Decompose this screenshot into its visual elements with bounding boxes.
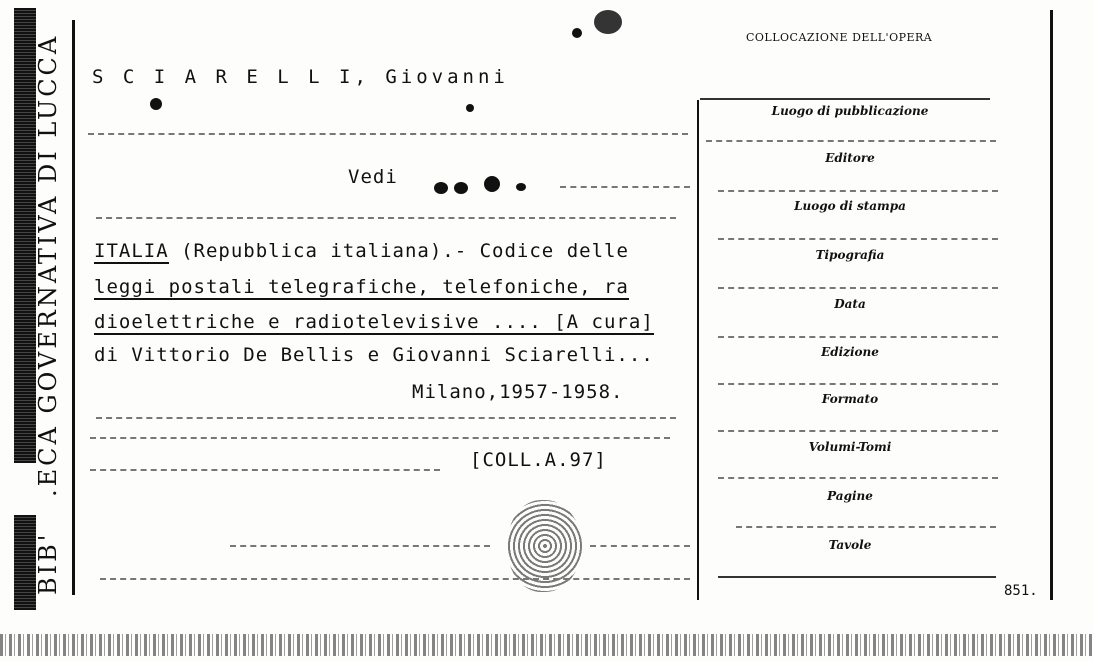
ink-blot [454,182,468,194]
ink-blot [466,104,474,112]
guide-line [560,186,690,188]
panel-rule [706,140,996,142]
panel-rule [718,477,998,479]
entry-imprint: Milano,1957-1958. [412,381,624,403]
ink-blot [572,28,582,38]
field-tipografia: Tipografia [815,248,885,262]
entry-line-1-rest: (Repubblica italiana).- Codice delle [168,240,629,262]
guide-line [230,545,490,547]
panel-rule [736,526,996,528]
library-stamp-text: .ECA GOVERNATIVA DI LUCCA [34,33,62,497]
field-editore: Editore [825,151,875,165]
ink-blot [434,182,448,194]
entry-line-2: leggi postali telegrafiche, telefoniche, ra [94,276,629,298]
panel-rule [718,430,998,432]
guide-line [90,469,440,471]
guide-line [90,437,670,439]
entry-heading-italia: ITALIA [94,240,169,262]
field-pagine: Pagine [827,489,873,503]
panel-divider-rule [697,100,699,600]
field-volumi-tomi: Volumi-Tomi [808,440,892,454]
guide-line [590,545,690,547]
guide-line [88,133,688,135]
panel-top-rule [700,98,990,100]
card-left-margin-rule [72,20,75,595]
ink-blot [150,98,162,110]
panel-rule [718,238,998,240]
ink-blot [516,183,526,191]
card-right-edge-rule [1050,10,1053,600]
field-luogo-stampa: Luogo di stampa [794,199,906,213]
ink-blot [594,10,622,34]
card-number: 851. [1004,583,1038,599]
entry-line-1 [94,240,629,262]
bottom-scan-strip [0,634,1093,656]
library-stamp-text-lower: BIB' [34,531,62,595]
author-heading: S C I A R E L L I, Giovanni [92,66,509,88]
entry-line-3: dioelettriche e radiotelevisive .... [A cura] [94,311,654,333]
panel-rule [718,383,998,385]
entry-line-4: di Vittorio De Bellis e Giovanni Sciarelli... [94,344,654,366]
guide-line [96,217,676,219]
guide-line [96,417,676,419]
guide-line [100,578,690,580]
ink-blot [484,176,500,192]
see-also-label: Vedi [348,166,398,188]
shelfmark: [COLL.A.97] [470,449,607,471]
field-tavole: Tavole [828,538,872,552]
panel-bottom-rule [718,576,996,578]
panel-rule [718,336,998,338]
panel-rule [718,190,998,192]
field-luogo-pubblicazione: Luogo di pubblicazione [771,104,929,118]
field-edizione: Edizione [821,345,879,359]
field-formato: Formato [821,392,879,406]
field-data: Data [834,297,866,311]
panel-rule [718,287,998,289]
collocation-title: COLLOCAZIONE DELL'OPERA [746,31,933,44]
